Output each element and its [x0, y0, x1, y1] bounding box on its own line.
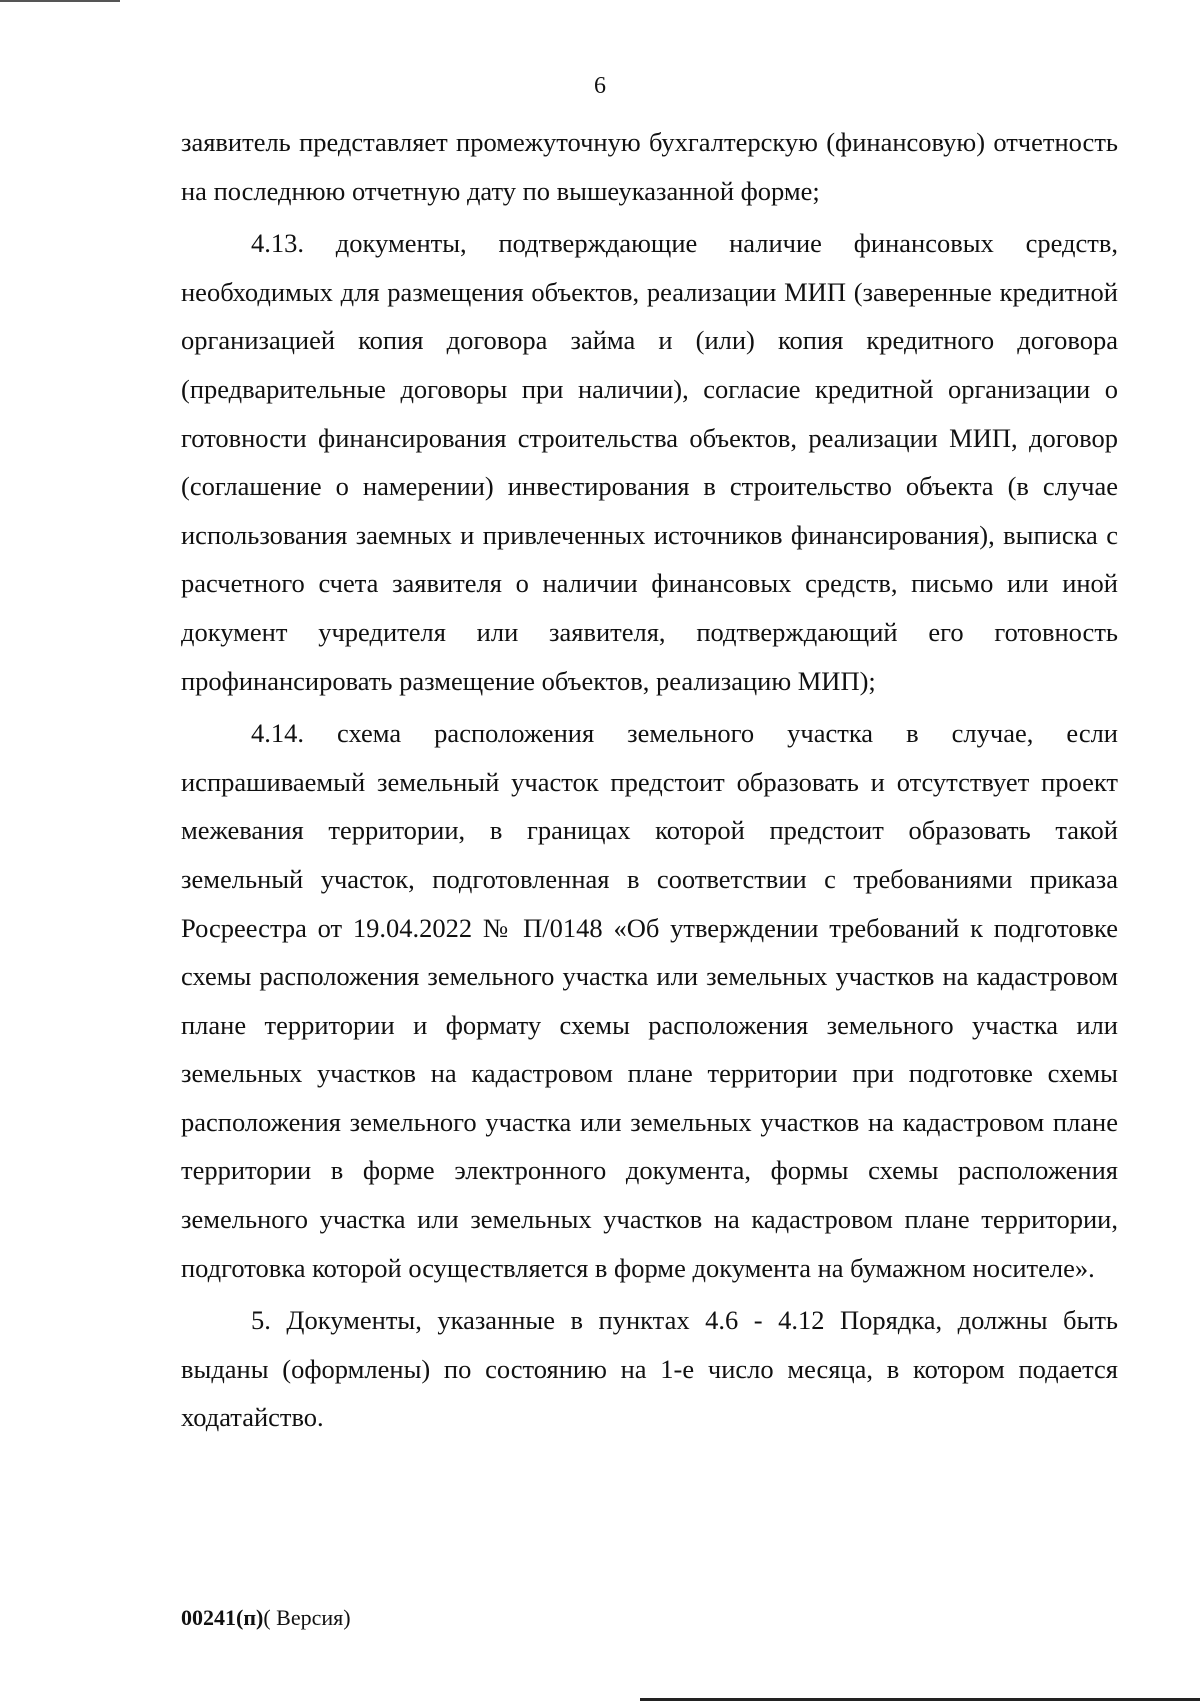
bottom-edge-line: [640, 1698, 1200, 1701]
paragraph-4-13: 4.13. документы, подтверждающие наличие финансовых средств, необходимых для размещения объектов, реализации МИП (заверенные кредитной организацией копия договора займа и (или) копия кредитного договора (предварительные договоры при наличии), согласие кредитной организации о готовности финансирования строительства объектов, реализации МИП, договор (соглашение о намерении) инвестирования в строительство объекта (в случае использования заемных и привлеченных источников финансирования), выписка с расчетного счета заявителя о наличии финансовых средств, письмо или иной документ учредителя или заявителя, подтверждающий его готовность профинансировать размещение объектов, реализацию МИП);: [181, 228, 1118, 696]
paragraph-5: 5. Документы, указанные в пунктах 4.6 - 4.12 Порядка, должны быть выданы (оформлены) по состоянию на 1-е число месяца, в котором подается ходатайство.: [181, 1305, 1118, 1433]
top-edge-line: [0, 0, 120, 2]
document-version: ( Версия): [263, 1605, 351, 1630]
paragraph-continuation: заявитель представляет промежуточную бухгалтерскую (финансовую) отчетность на последнюю отчетную дату по вышеуказанной форме;: [181, 127, 1118, 206]
page-number: 6: [594, 73, 606, 99]
document-code: 00241(п): [181, 1605, 264, 1630]
document-footer: [181, 1605, 351, 1631]
paragraph-4-14: 4.14. схема расположения земельного участка в случае, если испрашиваемый земельный участок предстоит образовать и отсутствует проект межевания территории, в границах которой предстоит образовать такой земельный участок, подготовленная в соответствии с требованиями приказа Росреестра от 19.04.2022 № П/0148 «Об утверждении требований к подготовке схемы расположения земельного участка или земельных участков на кадастровом плане территории и формату схемы расположения земельного участка или земельных участков на кадастровом плане территории при подготовке схемы расположения земельного участка или земельных участков на кадастровом плане территории в форме электронного документа, формы схемы расположения земельного участка или земельных участков на кадастровом плане территории, подготовка которой осуществляется в форме документа на бумажном носителе».: [181, 718, 1118, 1283]
document-body: [181, 118, 1118, 1442]
